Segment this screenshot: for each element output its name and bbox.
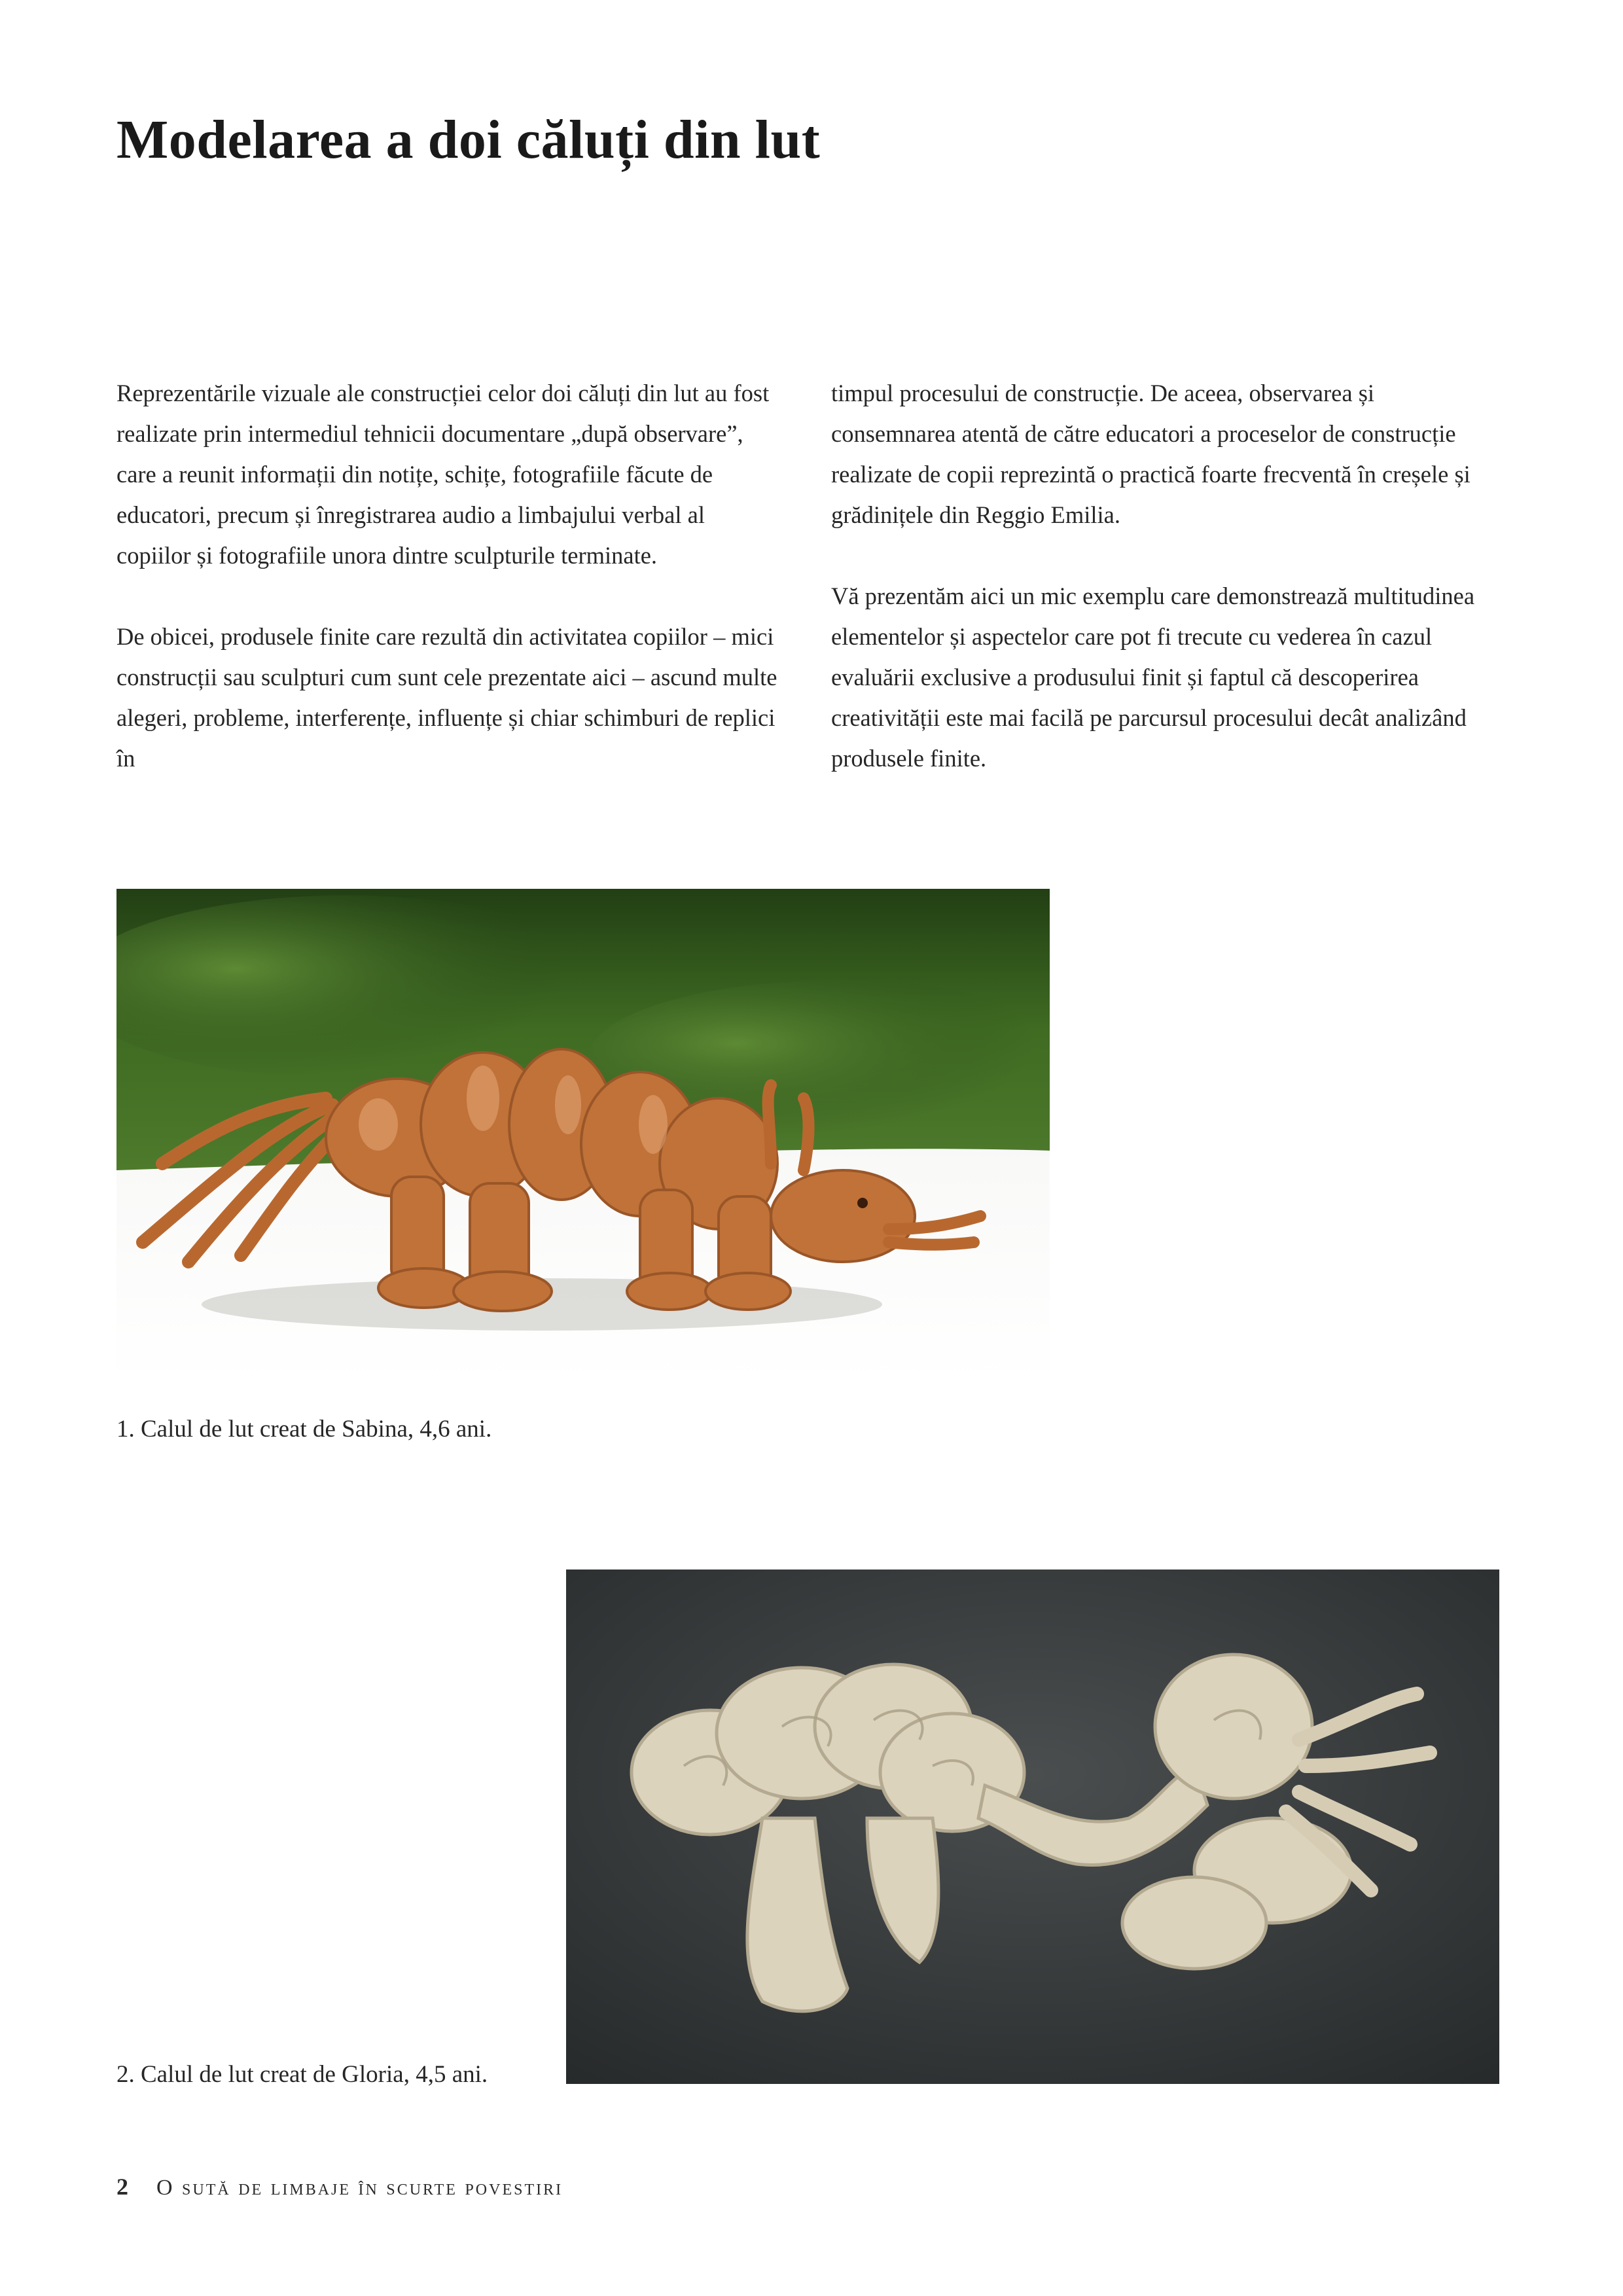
paragraph: Vă prezentăm aici un mic exemplu care demonstrează multitudinea elementelor și aspectelor care pot fi trecute cu vederea în cazul evaluării exclusive a produsului finit și faptul că descoperirea creativității este mai facilă pe parcursul procesului decât analizând produsele finite. xyxy=(831,583,1475,772)
paragraph: De obicei, produsele finite care rezultă din activitatea copiilor – mici construcții sau sculpturi cum sunt cele prezentate aici – ascund multe alegeri, probleme, interferențe, influențe și chiar schimburi de replici în xyxy=(116,623,777,772)
running-title: O sută de limbaje în scurte povestiri xyxy=(156,2176,563,2200)
paragraph: Reprezentările vizuale ale construcției celor doi căluți din lut au fost realizate prin intermediul tehnicii documentare „după observare”, care a reunit informații din notițe, schițe, fotografiile făcute de educatori, precum și înregistrarea audio a limbajului verbal al copiilor și fotografiile unora dintre sculpturile terminate. xyxy=(116,380,770,569)
figure-caption-2: 2. Calul de lut creat de Gloria, 4,5 ani. xyxy=(116,2061,488,2088)
figure-caption-1: 1. Calul de lut creat de Sabina, 4,6 ani. xyxy=(116,1416,492,1443)
page-number: 2 xyxy=(116,2174,128,2200)
page-footer xyxy=(116,2173,563,2200)
text-column-right xyxy=(831,373,1492,819)
photo-clay-horse-sabina xyxy=(116,889,1050,1381)
text-column-left xyxy=(116,373,777,819)
page-title: Modelarea a doi căluți din lut xyxy=(116,109,821,170)
paragraph: timpul procesului de construcție. De aceea, observarea și consemnarea atentă de către educatori a proceselor de construcție realizate de copii reprezintă o practică foarte frecventă în creșele și grădinițele din Reggio Emilia. xyxy=(831,380,1471,528)
photo-clay-horse-gloria xyxy=(566,1570,1499,2084)
